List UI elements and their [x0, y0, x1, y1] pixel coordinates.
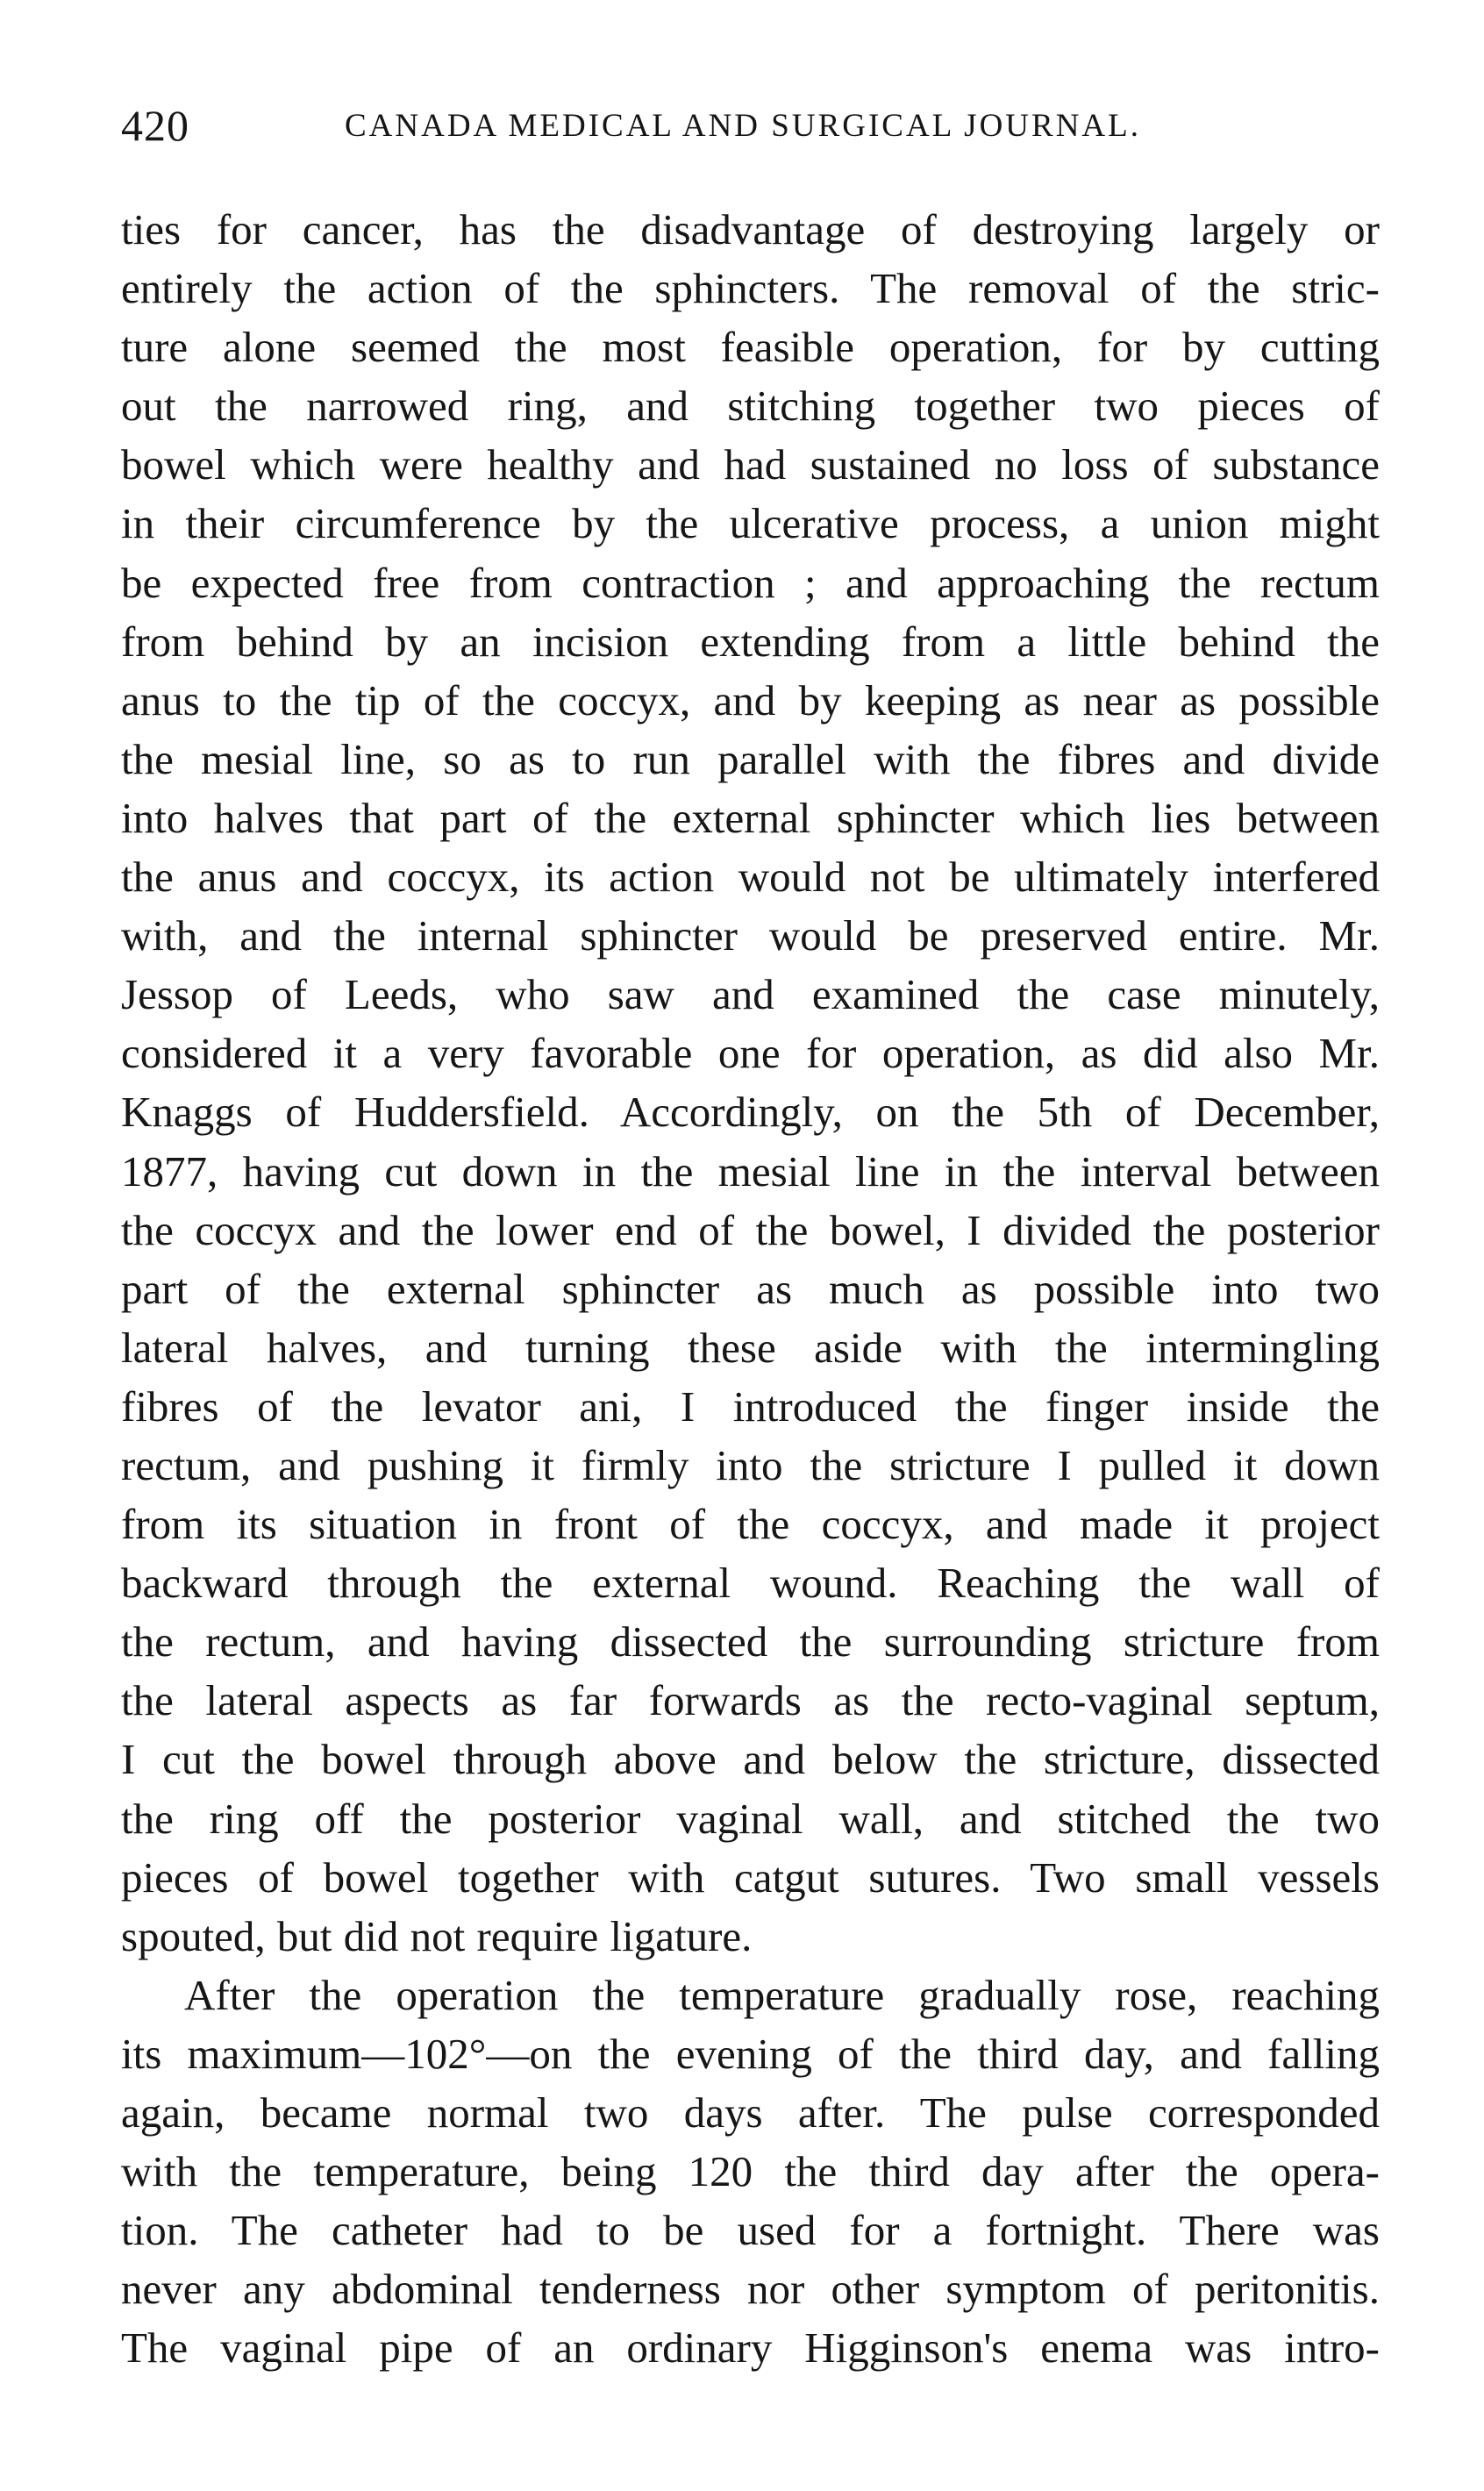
text-line: 1877, having cut down in the mesial line in the interval between	[121, 1146, 1380, 1196]
text-line: again, became normal two days after. The pulse corresponded	[121, 2088, 1380, 2137]
text-line: considered it a very favorable one for operation, as did also Mr.	[121, 1029, 1380, 1078]
text-line: into halves that part of the external sphincter which lies between	[121, 793, 1380, 842]
paragraph-1	[121, 200, 1380, 1966]
journal-title: CANADA MEDICAL AND SURGICAL JOURNAL.	[345, 108, 1141, 144]
page-number: 420	[121, 101, 189, 150]
text-line: pieces of bowel together with catgut sutures. Two small vessels	[121, 1852, 1380, 1902]
text-line: out the narrowed ring, and stitching together two pieces of	[121, 382, 1380, 431]
text-line: its maximum—102°—on the evening of the third day, and falling	[121, 2029, 1380, 2078]
text-line: from behind by an incision extending from a little behind the	[121, 617, 1380, 666]
text-line: bowel which were healthy and had sustained no loss of substance	[121, 440, 1380, 489]
text-line: ture alone seemed the most feasible operation, for by cutting	[121, 323, 1380, 372]
text-line: fibres of the levator ani, I introduced the finger inside the	[121, 1381, 1380, 1431]
text-line: spouted, but did not require ligature.	[121, 1911, 753, 1960]
text-line: Jessop of Leeds, who saw and examined the case minutely,	[121, 970, 1380, 1019]
paragraph-2	[121, 1966, 1380, 2378]
text-line: The vaginal pipe of an ordinary Higginson's enema was intro-	[121, 2323, 1380, 2373]
text-line: the coccyx and the lower end of the bowel, I divided the posterior	[121, 1205, 1380, 1254]
text-line: tion. The catheter had to be used for a fortnight. There was	[121, 2206, 1380, 2255]
text-line: backward through the external wound. Reaching the wall of	[121, 1559, 1380, 1608]
text-line: with the temperature, being 120 the third day after the opera-	[121, 2147, 1380, 2196]
body-text	[121, 200, 1380, 2377]
text-line: never any abdominal tenderness nor other symptom of peritonitis.	[121, 2265, 1380, 2314]
text-line: the ring off the posterior vaginal wall, and stitched the two	[121, 1794, 1380, 1843]
text-line: in their circumference by the ulcerative process, a union might	[121, 499, 1380, 548]
running-head	[121, 95, 1366, 156]
text-line: I cut the bowel through above and below the stricture, dissected	[121, 1735, 1380, 1784]
text-line: the lateral aspects as far forwards as the recto-vaginal septum,	[121, 1676, 1380, 1725]
text-line: Knaggs of Huddersfield. Accordingly, on the 5th of December,	[121, 1088, 1380, 1137]
text-line: the rectum, and having dissected the surrounding stricture from	[121, 1617, 1380, 1667]
text-line: ties for cancer, has the disadvantage of destroying largely or	[121, 205, 1380, 253]
text-line: lateral halves, and turning these aside with the intermingling	[121, 1323, 1380, 1372]
text-line: the anus and coccyx, its action would not be ultimately interfered	[121, 853, 1380, 902]
text-line: from its situation in front of the coccyx, and made it project	[121, 1500, 1380, 1549]
text-line: be expected free from contraction ; and approaching the rectum	[121, 558, 1380, 607]
text-line: rectum, and pushing it firmly into the stricture I pulled it down	[121, 1440, 1380, 1489]
text-line: part of the external sphincter as much as possible into two	[121, 1264, 1380, 1313]
text-line: the mesial line, so as to run parallel with the fibres and divide	[121, 734, 1380, 783]
text-line: entirely the action of the sphincters. The removal of the stric-	[121, 264, 1380, 313]
text-line: After the operation the temperature gradually rose, reaching	[184, 1970, 1380, 2019]
text-line: anus to the tip of the coccyx, and by keeping as near as possible	[121, 675, 1380, 724]
text-line: with, and the internal sphincter would be preserved entire. Mr.	[121, 911, 1380, 960]
